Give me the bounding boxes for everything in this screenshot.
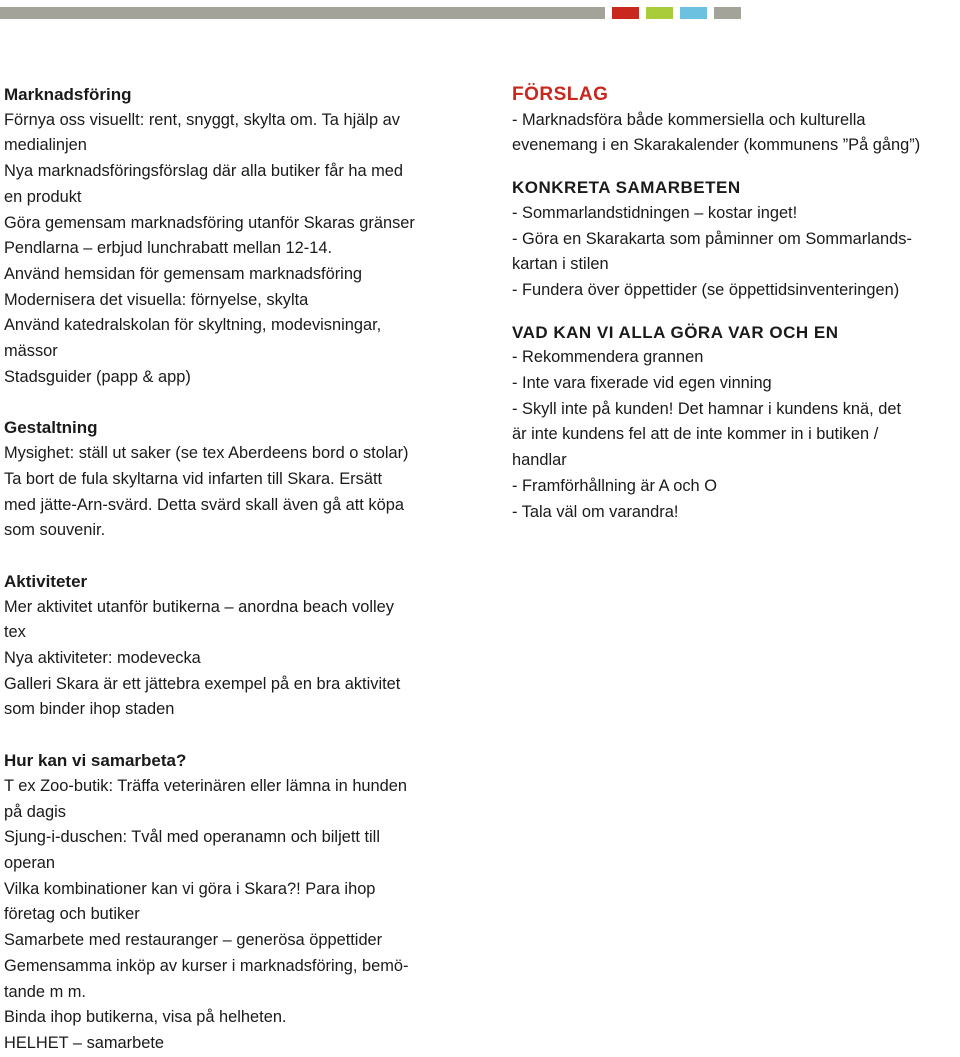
text-line: Använd katedralskolan för skyltning, modevisningar, [4, 316, 382, 335]
text-line: Samarbete med restauranger – generösa öppettider [4, 931, 383, 950]
text-line: medialinjen [4, 136, 87, 155]
section-vad-kan-vi [512, 320, 958, 526]
text-line: Sjung-i-duschen: Tvål med operanamn och biljett till [4, 828, 380, 847]
section-heading: Gestaltning [4, 418, 98, 438]
header-red-square [612, 7, 639, 19]
section-aktiviteter [4, 569, 474, 723]
section-marknadsforing [4, 82, 474, 390]
text-line: Nya aktiviteter: modevecka [4, 649, 201, 668]
left-column [4, 82, 474, 1057]
text-line: kartan i stilen [512, 255, 609, 274]
text-line: med jätte-Arn-svärd. Detta svärd skall även gå att köpa [4, 495, 404, 514]
text-line: - Rekommendera grannen [512, 348, 704, 367]
text-line: en produkt [4, 187, 82, 206]
text-line: som souvenir. [4, 521, 106, 540]
text-line: Göra gemensam marknadsföring utanför Skaras gränser [4, 213, 415, 232]
text-line: - Skyll inte på kunden! Det hamnar i kundens knä, det [512, 399, 902, 418]
text-line: operan [4, 853, 56, 872]
text-line: Ta bort de fula skyltarna vid infarten till Skara. Ersätt [4, 469, 383, 488]
header-blue-square [680, 7, 707, 19]
text-line: - Fundera över öppettider (se öppettidsinventeringen) [512, 280, 900, 299]
text-line: som binder ihop staden [4, 700, 175, 719]
text-line: HELHET – samarbete [4, 1033, 165, 1052]
text-line: evenemang i en Skarakalender (kommunens ”På gång”) [512, 136, 921, 155]
text-line: Mer aktivitet utanför butikerna – anordna beach volley [4, 597, 394, 616]
header-green-square [646, 7, 673, 19]
section-gestaltning [4, 415, 474, 544]
text-line: Modernisera det visuella: förnyelse, skylta [4, 290, 309, 309]
section-heading: Aktiviteter [4, 571, 88, 591]
text-line: Mysighet: ställ ut saker (se tex Aberdeens bord o stolar) [4, 444, 409, 463]
text-line: Pendlarna – erbjud lunchrabatt mellan 12-14. [4, 239, 333, 258]
header-gray-square [714, 7, 741, 19]
section-heading: Hur kan vi samarbeta? [4, 751, 187, 771]
text-line: - Marknadsföra både kommersiella och kulturella [512, 110, 866, 129]
section-heading: KONKRETA SAMARBETEN [512, 178, 741, 198]
text-line: är inte kundens fel att de inte kommer in i butiken / [512, 425, 879, 444]
text-line: Vilka kombinationer kan vi göra i Skara?! Para ihop [4, 879, 376, 898]
text-line: handlar [512, 451, 567, 470]
right-column [512, 82, 958, 525]
section-heading: Marknadsföring [4, 85, 132, 104]
text-line: - Framförhållning är A och O [512, 476, 717, 495]
text-line: - Inte vara fixerade vid egen vinning [512, 374, 772, 393]
section-heading: VAD KAN VI ALLA GÖRA VAR OCH EN [512, 322, 839, 342]
section-heading: FÖRSLAG [512, 84, 609, 105]
text-line: mässor [4, 342, 58, 361]
text-line: Nya marknadsföringsförslag där alla butiker får ha med [4, 162, 404, 181]
text-line: - Sommarlandstidningen – kostar inget! [512, 203, 798, 222]
text-line: tex [4, 623, 26, 642]
text-line: företag och butiker [4, 905, 140, 924]
section-samarbeta [4, 748, 474, 1056]
text-line: Galleri Skara är ett jättebra exempel på en bra aktivitet [4, 674, 401, 693]
text-line: T ex Zoo-butik: Träffa veterinären eller lämna in hunden [4, 776, 408, 795]
text-line: Gemensamma inköp av kurser i marknadsföring, bemö- [4, 956, 409, 975]
text-line: - Göra en Skarakarta som påminner om Sommarlands- [512, 229, 912, 248]
text-line: Stadsguider (papp & app) [4, 367, 191, 386]
text-line: Använd hemsidan för gemensam marknadsföring [4, 264, 363, 283]
text-line: - Tala väl om varandra! [512, 502, 679, 521]
header-gray-bar [0, 7, 605, 19]
section-konkreta-samarbeten [512, 175, 958, 304]
text-line: Binda ihop butikerna, visa på helheten. [4, 1008, 287, 1027]
text-line: Förnya oss visuellt: rent, snyggt, skylta om. Ta hjälp av [4, 110, 400, 129]
section-forslag [512, 82, 958, 159]
text-line: tande m m. [4, 982, 86, 1001]
text-line: på dagis [4, 802, 66, 821]
